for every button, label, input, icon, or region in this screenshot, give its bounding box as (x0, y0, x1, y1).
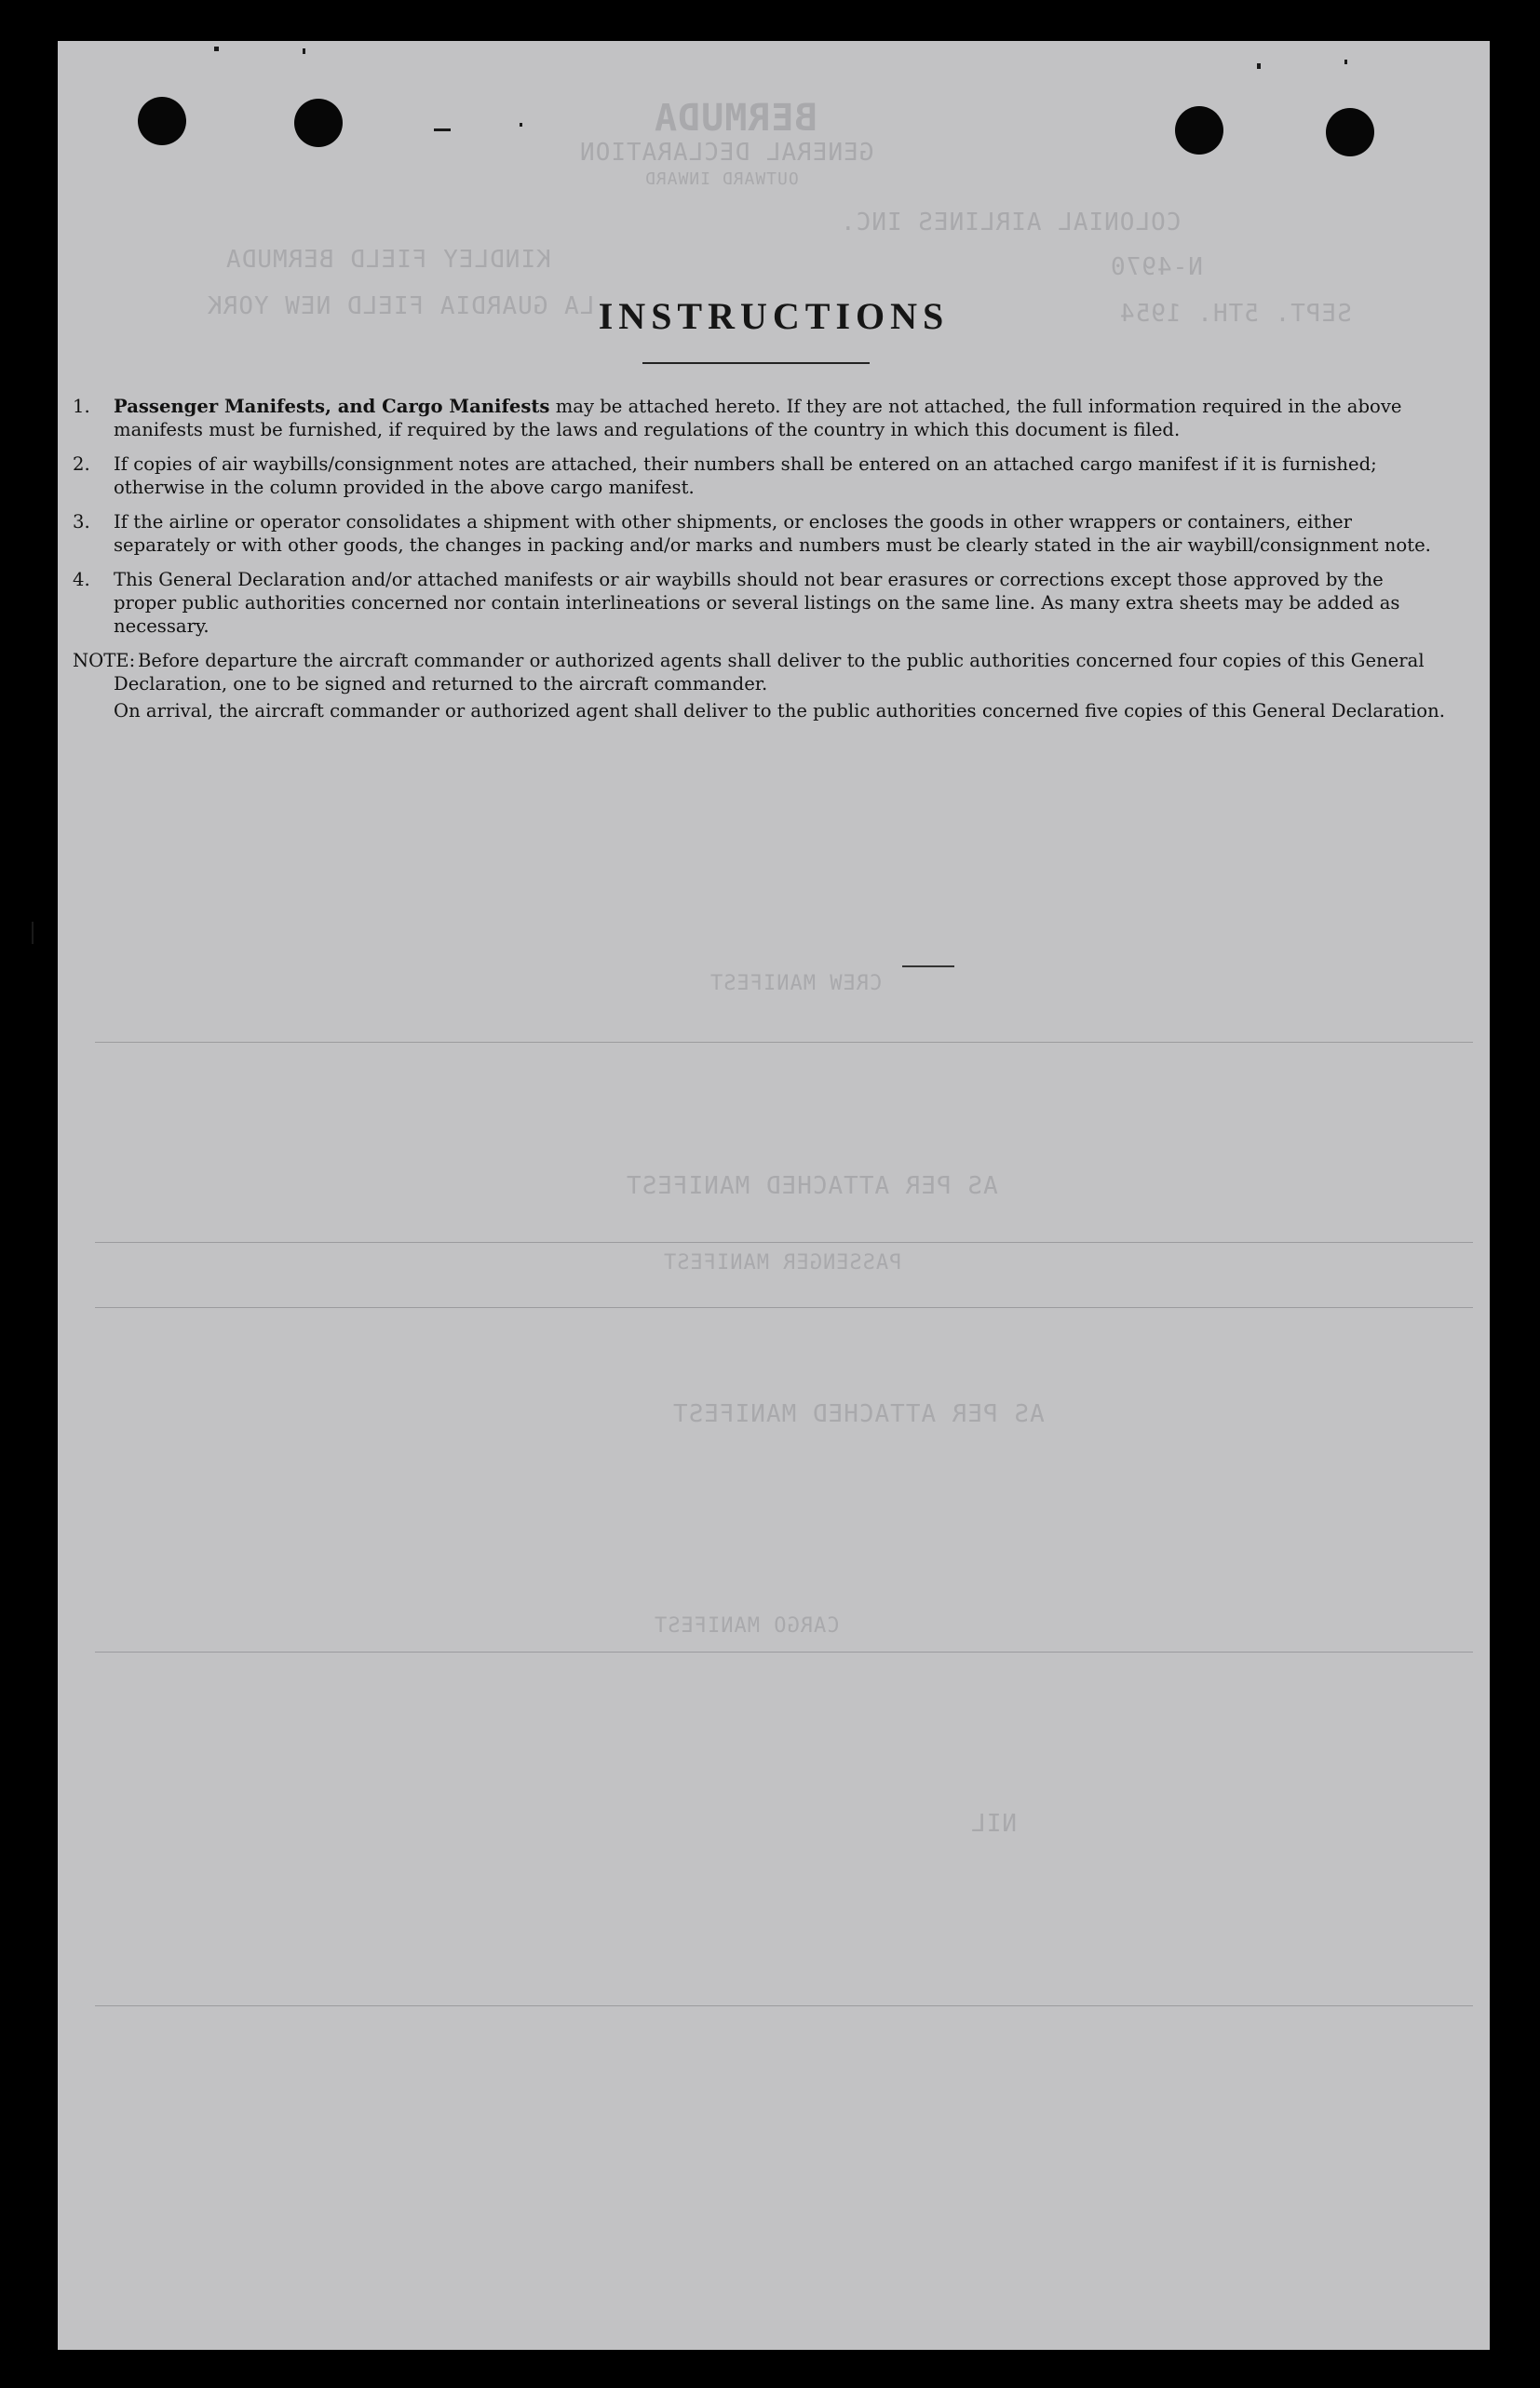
bleed-through-text: BERMUDA (654, 97, 817, 140)
instruction-item (73, 510, 1451, 557)
bleed-through-text: COLONIAL AIRLINES INC. (840, 209, 1182, 236)
instruction-item (73, 452, 1451, 499)
bleed-through-rule (95, 2005, 1473, 2006)
item-text: This General Declaration and/or attached manifests or air waybills should not bear erasures or corrections except those approved by the proper public authorities concerned nor contain interlineations or several listings on the same line. As many extra sheets may be added as necessary. (114, 569, 1400, 637)
bleed-through-text: N-4970 (1110, 253, 1203, 281)
instructions-list (73, 395, 1451, 734)
item-lead: Passenger Manifests, and Cargo Manifests (114, 396, 550, 417)
edge-mark (32, 922, 34, 944)
bleed-through-text: KINDLEY FIELD BERMUDA (225, 246, 551, 274)
instruction-item (73, 395, 1451, 441)
title-underline (642, 362, 870, 364)
note-paragraph-arrival: On arrival, the aircraft commander or authorized agent shall deliver to the public authorities concerned five copies of this General Declaration. (114, 700, 1445, 722)
item-text: may be attached hereto. If they are not attached, the full information required in the above manifests must be furnished, if required by the laws and regulations of the country in which this document is filed. (114, 396, 1402, 440)
item-text: If the airline or operator consolidates a shipment with other shipments, or encloses the goods in other wrappers or containers, either separately or with other goods, the changes in packing and/or marks and numbers must be clearly stated in the air waybill/consignment note. (114, 511, 1431, 556)
document-page (58, 41, 1490, 2350)
item-number: 1. (73, 396, 90, 417)
bleed-through-text: LA GUARDIA FIELD NEW YORK (207, 292, 595, 320)
bleed-through-text: PASSENGER MANIFEST (663, 1251, 902, 1275)
bleed-through-text: AS PER ATTACHED MANIFEST (626, 1172, 998, 1200)
punch-hole-right-2 (1326, 108, 1374, 156)
bleed-through-rule (95, 1042, 1473, 1043)
bleed-through-text: CREW MANIFEST (709, 972, 883, 995)
note-paragraph-departure: Before departure the aircraft commander or authorized agents shall deliver to the public authorities concerned four copies of this General Declaration, one to be signed and returned to the aircraft commander. (114, 650, 1425, 695)
speck (1257, 63, 1261, 69)
instruction-item (73, 568, 1451, 638)
bleed-through-text: GENERAL DECLARATION (579, 139, 874, 167)
bleed-through-text: CARGO MANIFEST (654, 1614, 840, 1638)
speck (1344, 60, 1347, 64)
item-text: If copies of air waybills/consignment notes are attached, their numbers shall be entered on an attached cargo manifest if it is furnished; otherwise in the column provided in the above cargo manifest. (114, 453, 1377, 498)
item-number: 3. (73, 511, 90, 533)
page-title: INSTRUCTIONS (598, 295, 950, 337)
speck (434, 128, 451, 131)
punch-hole-left-1 (138, 97, 186, 145)
bleed-through-rule (95, 1307, 1473, 1308)
bleed-through-rule (95, 1242, 1473, 1243)
item-number: 4. (73, 569, 90, 590)
speck (303, 48, 305, 54)
note-label: NOTE: (73, 650, 136, 671)
bleed-through-text: OUTWARD INWARD (644, 169, 799, 189)
item-number: 2. (73, 453, 90, 475)
bleed-through-text: NIL (970, 1810, 1017, 1838)
speck (520, 123, 522, 127)
note-block (73, 649, 1451, 722)
punch-hole-left-2 (294, 99, 343, 147)
punch-hole-right-1 (1175, 106, 1223, 155)
speck (214, 47, 219, 51)
bleed-through-text: SEPT. 5TH. 1954 (1119, 300, 1352, 328)
small-dash (902, 965, 954, 967)
bleed-through-rule (95, 1652, 1473, 1653)
bleed-through-text: AS PER ATTACHED MANIFEST (672, 1400, 1045, 1428)
